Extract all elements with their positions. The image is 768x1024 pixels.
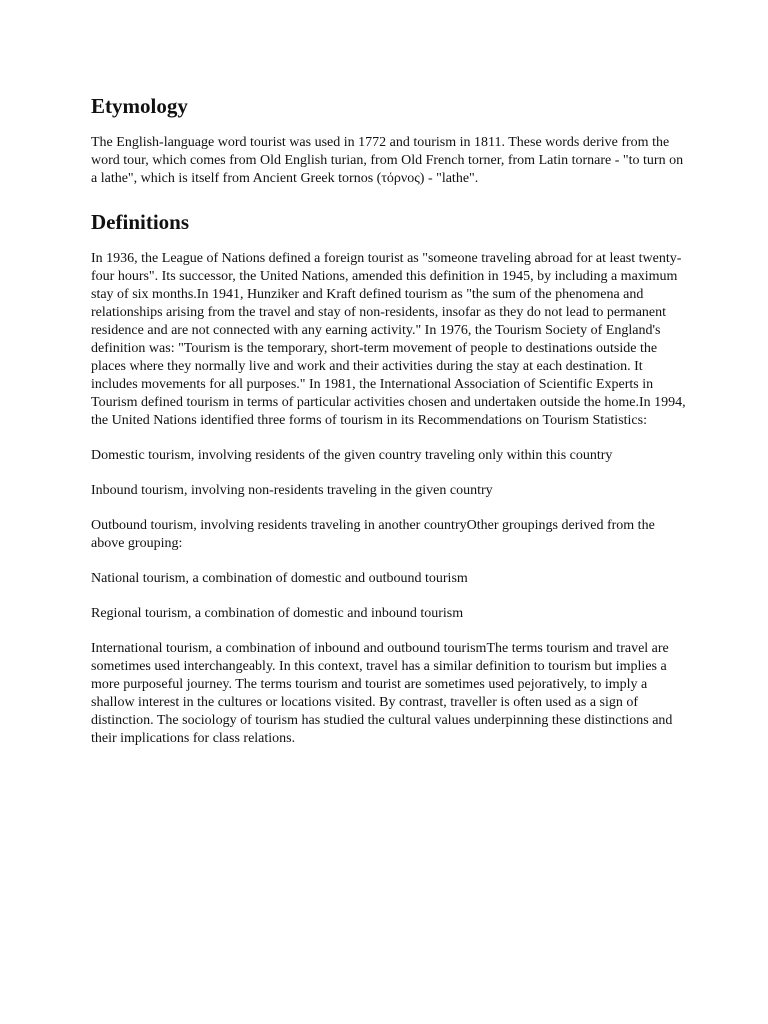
section-heading-etymology: Etymology bbox=[91, 94, 188, 118]
definitions-paragraph: International tourism, a combination of inbound and outbound tourismThe terms tourism and travel are sometimes used interchangeably. In this context, travel has a similar definition to tourism but implies a more purposeful journey. The terms tourism and tourist are sometimes used pejoratively, to imply a shallow interest in the cultures or locations visited. By contrast, traveller is often used as a sign of distinction. The sociology of tourism has studied the cultural values underpinning these distinctions and their implications for class relations. bbox=[91, 641, 673, 746]
definitions-paragraph: National tourism, a combination of domestic and outbound tourism bbox=[91, 571, 468, 586]
definitions-paragraph: Outbound tourism, involving residents traveling in another countryOther groupings derived from the above grouping: bbox=[91, 518, 655, 551]
document-page bbox=[91, 92, 691, 765]
definitions-paragraph: Inbound tourism, involving non-residents traveling in the given country bbox=[91, 483, 493, 498]
section-heading-definitions: Definitions bbox=[91, 210, 190, 234]
definitions-paragraph: In 1936, the League of Nations defined a foreign tourist as "someone traveling abroad for at least twenty-four hours". Its successor, the United Nations, amended this definition in 1945, by including a maximum stay of six months.In 1941, Hunziker and Kraft defined tourism as "the sum of the phenomena and relationships arising from the travel and stay of non-residents, insofar as they do not lead to permanent residence and are not connected with any earning activity." In 1976, the Tourism Society of England's definition was: "Tourism is the temporary, short-term movement of people to destinations outside the places where they normally live and work and their activities during the stay at each destination. It includes movements for all purposes." In 1981, the International Association of Scientific Experts in Tourism defined tourism in terms of particular activities chosen and undertaken outside the home.In 1994, the United Nations identified three forms of tourism in its Recommendations on Tourism Statistics: bbox=[91, 251, 686, 428]
definitions-paragraph: Domestic tourism, involving residents of the given country traveling only within this country bbox=[91, 448, 613, 463]
etymology-paragraph: The English-language word tourist was used in 1772 and tourism in 1811. These words derive from the word tour, which comes from Old English turian, from Old French torner, from Latin tornare - "to turn on a lathe", which is itself from Ancient Greek tornos (τόρνος) - "lathe". bbox=[91, 135, 684, 186]
definitions-paragraph: Regional tourism, a combination of domestic and inbound tourism bbox=[91, 606, 464, 621]
